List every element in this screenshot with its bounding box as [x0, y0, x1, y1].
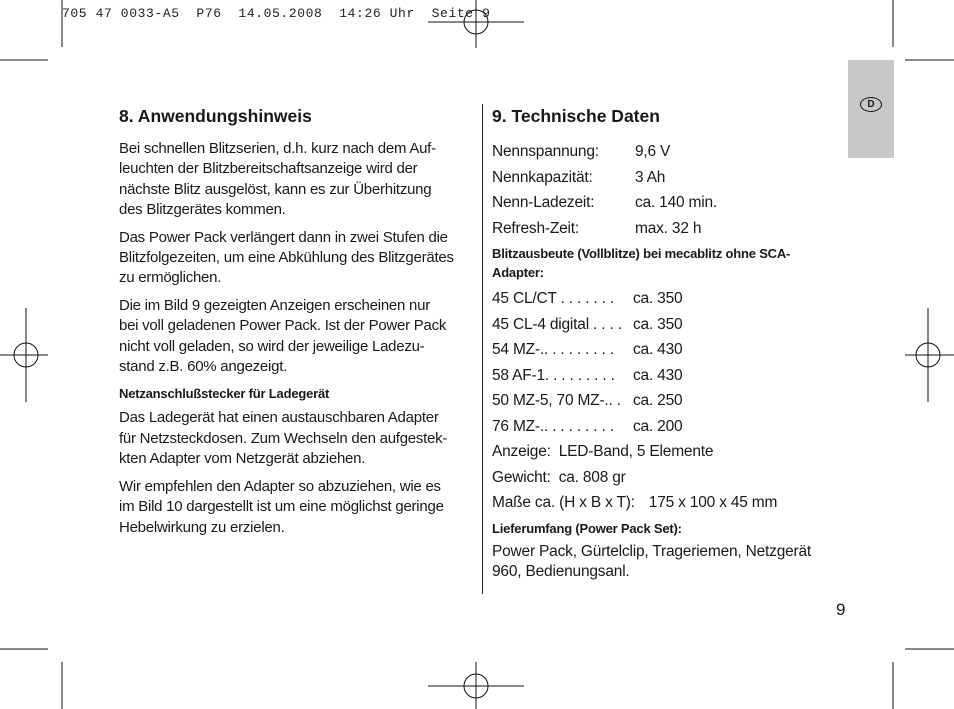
paragraph: Das Ladegerät hat einen austauschbaren Adapter für Netzsteckdosen. Zum Wechseln den aufgestek- kten Adapter vom Netzgerät abziehen.	[119, 409, 448, 468]
flash-yield-row	[492, 363, 827, 389]
spec-value: max. 32 h	[635, 219, 702, 237]
spec-value: LED-Band, 5 Elemente	[558, 443, 714, 460]
spec-value: ca. 808 gr	[558, 468, 626, 486]
page-number: 9	[836, 600, 846, 619]
scope-heading: Lieferumfang (Power Pack Set):	[492, 520, 682, 536]
paragraph: Das Power Pack verlängert dann in zwei Stufen die Blitzfolgezeiten, um eine Abkühlung des Blitzgerätes zu ermöglichen.	[119, 228, 454, 287]
spec-value: 3 Ah	[635, 168, 666, 186]
spec-row	[492, 190, 827, 216]
section-usage-notes	[119, 104, 474, 545]
section-technical-data	[492, 104, 827, 583]
spec-label: Refresh-Zeit:	[492, 219, 579, 237]
section-title: 8. Anwendungshinweis	[119, 106, 312, 126]
flash-count: ca. 350	[633, 290, 683, 307]
spec-value: 175 x 100 x 45 mm	[648, 494, 778, 511]
spec-row	[492, 490, 827, 516]
flash-count: ca. 430	[633, 366, 683, 384]
spec-value: 9,6 V	[635, 143, 671, 160]
paragraph: Bei schnellen Blitzserien, d.h. kurz nach dem Auf- leuchten der Blitzbereitschaftsanzeige wird der nächste Blitz ausgelöst, kann es zur Überhitzung des Blitzgerätes kommen.	[119, 140, 436, 219]
spec-label: Nennkapazität:	[492, 168, 593, 186]
spec-label: Nenn-Ladezeit:	[492, 194, 595, 211]
section-title: 9. Technische Daten	[492, 106, 660, 126]
flash-count: ca. 350	[633, 315, 683, 333]
spec-row	[492, 165, 827, 191]
paragraph: Die im Bild 9 gezeigten Anzeigen erscheinen nur bei voll geladenen Power Pack. Ist der Power Pack nicht voll geladen, so wird der jeweilige Ladezu- stand z.B. 60% angezeigt.	[119, 296, 447, 376]
flash-yield-row	[492, 312, 827, 338]
spec-label: Nennspannung:	[492, 143, 599, 160]
flash-yield-row	[492, 388, 827, 414]
spec-row	[492, 216, 827, 242]
flash-count: ca. 250	[633, 392, 683, 409]
language-tab	[848, 60, 894, 158]
flash-yield-row	[492, 414, 827, 440]
paragraph: Wir empfehlen den Adapter so abzuziehen, wie es im Bild 10 dargestellt ist um eine möglichst geringe Hebelwirkung zu erzielen.	[119, 477, 444, 536]
spec-row	[492, 139, 827, 165]
flash-model: 45 CL-4 digital . . . .	[492, 315, 622, 333]
flash-model: 76 MZ-.. . . . . . . . .	[492, 417, 614, 435]
print-slug-header: 705 47 0033-A5 P76 14.05.2008 14:26 Uhr Seite 9	[62, 6, 491, 21]
column-divider	[482, 104, 483, 594]
flash-count: ca. 430	[633, 341, 683, 358]
spec-row	[492, 439, 827, 465]
flash-model: 58 AF-1. . . . . . . . .	[492, 366, 615, 384]
flash-model: 54 MZ-.. . . . . . . . .	[492, 341, 614, 358]
spec-row	[492, 465, 827, 491]
flash-yield-heading: Blitzausbeute (Vollblitze) bei mecablitz ohne SCA-Adapter:	[492, 246, 791, 280]
spec-label: Anzeige:	[492, 443, 551, 460]
subheading: Netzanschlußstecker für Ladegerät	[119, 386, 330, 402]
spec-label: Gewicht:	[492, 468, 551, 486]
flash-count: ca. 200	[633, 417, 683, 435]
flash-yield-row	[492, 286, 827, 312]
flash-model: 50 MZ-5, 70 MZ-.. .	[492, 392, 621, 409]
spec-value: ca. 140 min.	[635, 194, 718, 211]
language-badge: D	[860, 97, 882, 112]
spec-label: Maße ca. (H x B x T):	[492, 494, 635, 511]
flash-yield-row	[492, 337, 827, 363]
scope-text: Power Pack, Gürtelclip, Trageriemen, Netzgerät 960, Bedienungsanl.	[492, 542, 812, 580]
flash-model: 45 CL/CT . . . . . . .	[492, 290, 614, 307]
